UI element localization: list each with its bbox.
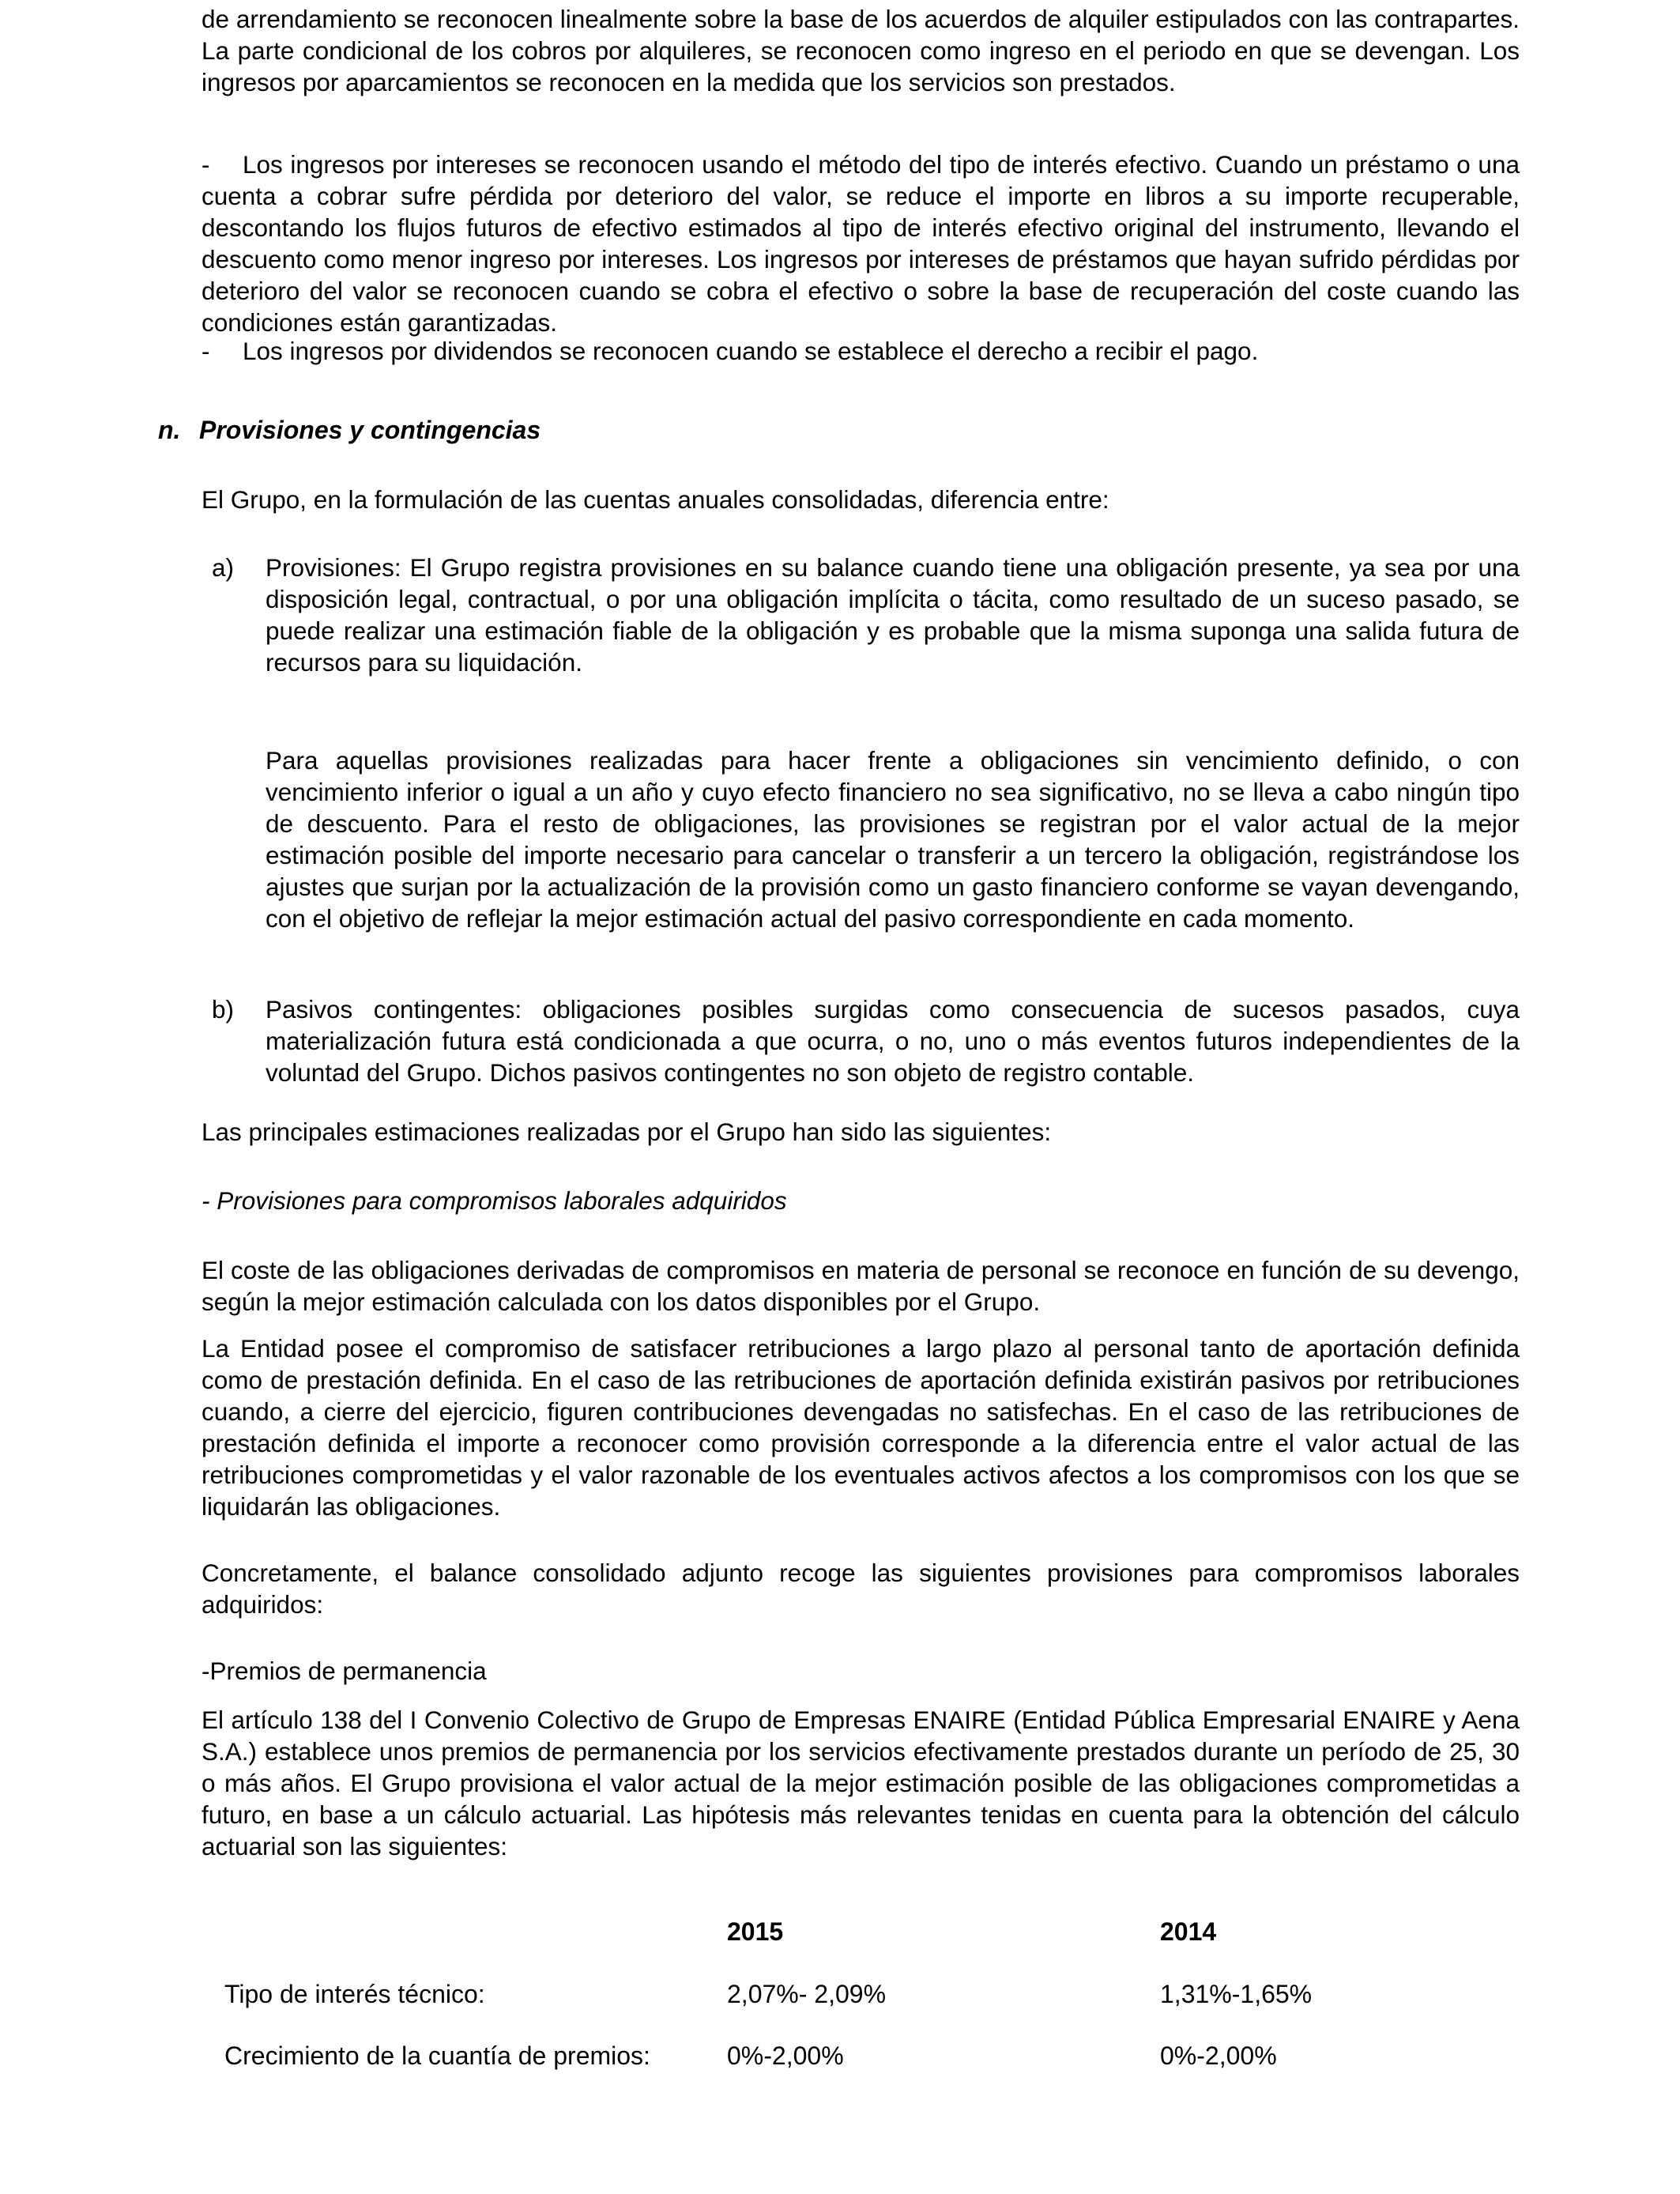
paragraph-entidad: La Entidad posee el compromiso de satisfacer retribuciones a largo plazo al personal tanto de aportación definida como de prestación definida. En el caso de las retribuciones de aportación definida existirán pasivos por retribuciones cuando, a cierre del ejercicio, figuren contribuciones devengadas no satisfechas. En el caso de las retribuciones de prestación definida el importe a reconocer como provisión corresponde a la diferencia entre el valor actual de las retribuciones comprometidas y el valor razonable de los eventuales activos afectos a los compromisos con los que se liquidarán las obligaciones. <box>202 1334 1520 1521</box>
table-header-2015: 2015 <box>727 1917 784 1946</box>
paragraph-arrendamiento: de arrendamiento se reconocen linealmente sobre la base de los acuerdos de alquiler estipulados con las contrapartes. La parte condicional de los cobros por alquileres, se reconocen como ingreso en el periodo en que se devengan. Los ingresos por aparcamientos se reconocen en la medida que los servicios son prestados. <box>202 5 1520 96</box>
section-heading <box>158 414 541 446</box>
item-a-marker: a) <box>212 553 235 582</box>
bullet-interest <box>202 149 1520 338</box>
subheading-provisiones: - Provisiones para compromisos laborales adquiridos <box>202 1186 787 1215</box>
item-a-text: Provisiones: El Grupo registra provisiones en su balance cuando tiene una obligación presente, ya sea por una disposición legal, contractual, o por una obligación implícita o tácita, como resultado de un suceso pasado, se puede realizar una estimación fiable de la obligación y es probable que la misma suponga una salida futura de recursos para su liquidación. <box>266 553 1520 677</box>
table-cell: 0%-2,00% <box>1160 2041 1277 2070</box>
intro-paragraph: El Grupo, en la formulación de las cuentas anuales consolidadas, diferencia entre: <box>202 485 1109 514</box>
bullet-dash: - <box>202 337 210 365</box>
paragraph-coste: El coste de las obligaciones derivadas de compromisos en materia de personal se reconoce en función de su devengo, según la mejor estimación calculada con los datos disponibles por el Grupo. <box>202 1256 1520 1316</box>
table-row-label: Tipo de interés técnico: <box>224 1980 485 2008</box>
premios-heading: -Premios de permanencia <box>202 1657 487 1685</box>
table-cell: 0%-2,00% <box>727 2041 844 2070</box>
section-letter: n. <box>158 416 181 444</box>
table-header-2014: 2014 <box>1160 1917 1217 1946</box>
item-a-paragraph-2: Para aquellas provisiones realizadas para hacer frente a obligaciones sin vencimiento definido, o con vencimiento inferior o igual a un año y cuyo efecto financiero no sea significativo, no se lleva a cabo ningún tipo de descuento. Para el resto de obligaciones, las provisiones se registran por el valor actual de la mejor estimación posible del importe necesario para cancelar o transferir a un tercero la obligación, registrándose los ajustes que surjan por la actualización de la provisión como un gasto financiero conforme se vayan devengando, con el objetivo de reflejar la mejor estimación actual del pasivo correspondiente en cada momento. <box>266 746 1520 933</box>
section-title: Provisiones y contingencias <box>199 416 541 444</box>
bullet-dash: - <box>202 150 210 179</box>
paragraph-concretamente: Concretamente, el balance consolidado adjunto recoge las siguientes provisiones para compromisos laborales adquiridos: <box>202 1559 1520 1619</box>
table-row-label: Crecimiento de la cuantía de premios: <box>224 2041 650 2070</box>
item-b-marker: b) <box>212 995 235 1023</box>
bullet-dividends-text: Los ingresos por dividendos se reconocen cuando se establece el derecho a recibir el pago. <box>243 337 1259 365</box>
table-cell: 1,31%-1,65% <box>1160 1980 1313 2008</box>
table-cell: 2,07%- 2,09% <box>727 1980 887 2008</box>
paragraph-articulo: El artículo 138 del I Convenio Colectivo de Grupo de Empresas ENAIRE (Entidad Pública Empresarial ENAIRE y Aena S.A.) establece unos premios de permanencia por los servicios efectivamente prestados durante un período de 25, 30 o más años. El Grupo provisiona el valor actual de la mejor estimación posible de las obligaciones comprometidas a futuro, en base a un cálculo actuarial. Las hipótesis más relevantes tenidas en cuenta para la obtención del cálculo actuarial son las siguientes: <box>202 1706 1520 1860</box>
item-b-text: Pasivos contingentes: obligaciones posibles surgidas como consecuencia de sucesos pasados, cuya materialización futura está condicionada a que ocurra, o no, uno o más eventos futuros independientes de la voluntad del Grupo. Dichos pasivos contingentes no son objeto de registro contable. <box>266 995 1520 1087</box>
bullet-interest-text: Los ingresos por intereses se reconocen usando el método del tipo de interés efectivo. Cuando un préstamo o una cuenta a cobrar sufre pérdida por deterioro del valor, se reduce el importe en libros a su importe recuperable, descontando los flujos futuros de efectivo estimados al tipo de interés efectivo original del instrumento, llevando el descuento como menor ingreso por intereses. Los ingresos por intereses de préstamos que hayan sufrido pérdidas por deterioro del valor se reconocen cuando se cobra el efectivo o sobre la base de recuperación del coste cuando las condiciones están garantizadas. <box>202 150 1520 337</box>
estimations-intro: Las principales estimaciones realizadas por el Grupo han sido las siguientes: <box>202 1118 1052 1146</box>
